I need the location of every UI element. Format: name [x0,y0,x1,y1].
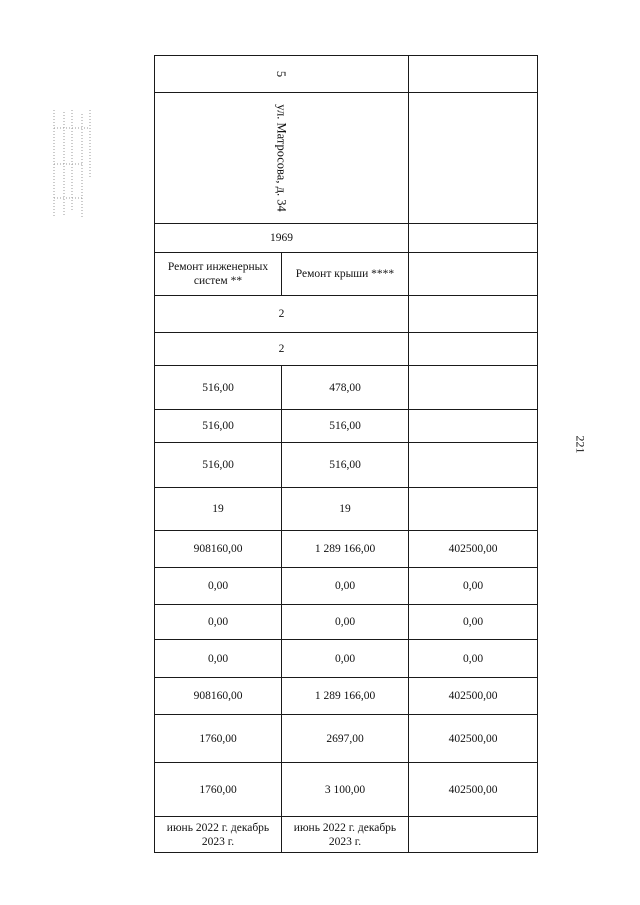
table-row [155,366,538,410]
scan-stamp-mark [52,108,92,220]
empty-cell [409,253,538,296]
period-row [155,817,538,853]
address-text: ул. Матросова, д. 34 [274,103,289,212]
table-cell: 0,00 [282,605,409,640]
table-cell: 0,00 [409,605,538,640]
table-cell: 516,00 [155,410,282,443]
row-number-row [155,56,538,93]
page-number: 221 [573,435,588,454]
table-row [155,678,538,715]
empty-cell [409,93,538,224]
empty-cell [409,56,538,93]
table-cell: 402500,00 [409,715,538,763]
table-cell: 0,00 [282,640,409,678]
period-cell: июнь 2022 г. декабрь 2023 г. [282,817,409,853]
table-row [155,568,538,605]
count-row [155,333,538,366]
table-cell: 478,00 [282,366,409,410]
table-cell: 402500,00 [409,678,538,715]
table-cell: 1760,00 [155,763,282,817]
count-cell: 2 [155,333,409,366]
table-cell: 516,00 [282,443,409,488]
table-row [155,640,538,678]
table-cell: 0,00 [409,568,538,605]
address-row [155,93,538,224]
table-cell: 516,00 [282,410,409,443]
row-number: 5 [274,70,289,77]
table-cell [409,366,538,410]
table-cell: 19 [282,488,409,531]
table-cell: 1 289 166,00 [282,678,409,715]
table-cell: 3 100,00 [282,763,409,817]
table-cell: 908160,00 [155,678,282,715]
header-engineering-systems: Ремонт инженерных систем ** [155,253,282,296]
table-cell: 516,00 [155,366,282,410]
row-number-cell [155,56,409,93]
table-cell [409,410,538,443]
table-cell: 1 289 166,00 [282,531,409,568]
table-cell: 402500,00 [409,531,538,568]
document-table [154,55,538,853]
table-cell: 0,00 [155,568,282,605]
table-cell: 0,00 [155,605,282,640]
empty-cell [409,224,538,253]
table-cell: 0,00 [282,568,409,605]
table-row [155,488,538,531]
empty-cell [409,333,538,366]
empty-cell [409,817,538,853]
address-cell [155,93,409,224]
year-cell: 1969 [155,224,409,253]
table-row [155,443,538,488]
table-cell: 516,00 [155,443,282,488]
table-cell: 19 [155,488,282,531]
table-row [155,531,538,568]
table-row [155,410,538,443]
table-cell [409,488,538,531]
table-cell [409,443,538,488]
table-cell: 0,00 [155,640,282,678]
table-cell: 2697,00 [282,715,409,763]
header-roof-repair: Ремонт крыши **** [282,253,409,296]
empty-cell [409,296,538,333]
table-row [155,605,538,640]
count-row [155,296,538,333]
table-cell: 908160,00 [155,531,282,568]
count-cell: 2 [155,296,409,333]
header-row [155,253,538,296]
period-cell: июнь 2022 г. декабрь 2023 г. [155,817,282,853]
table-row [155,715,538,763]
table-cell: 402500,00 [409,763,538,817]
table-cell: 1760,00 [155,715,282,763]
table-row [155,763,538,817]
table-cell: 0,00 [409,640,538,678]
year-row [155,224,538,253]
